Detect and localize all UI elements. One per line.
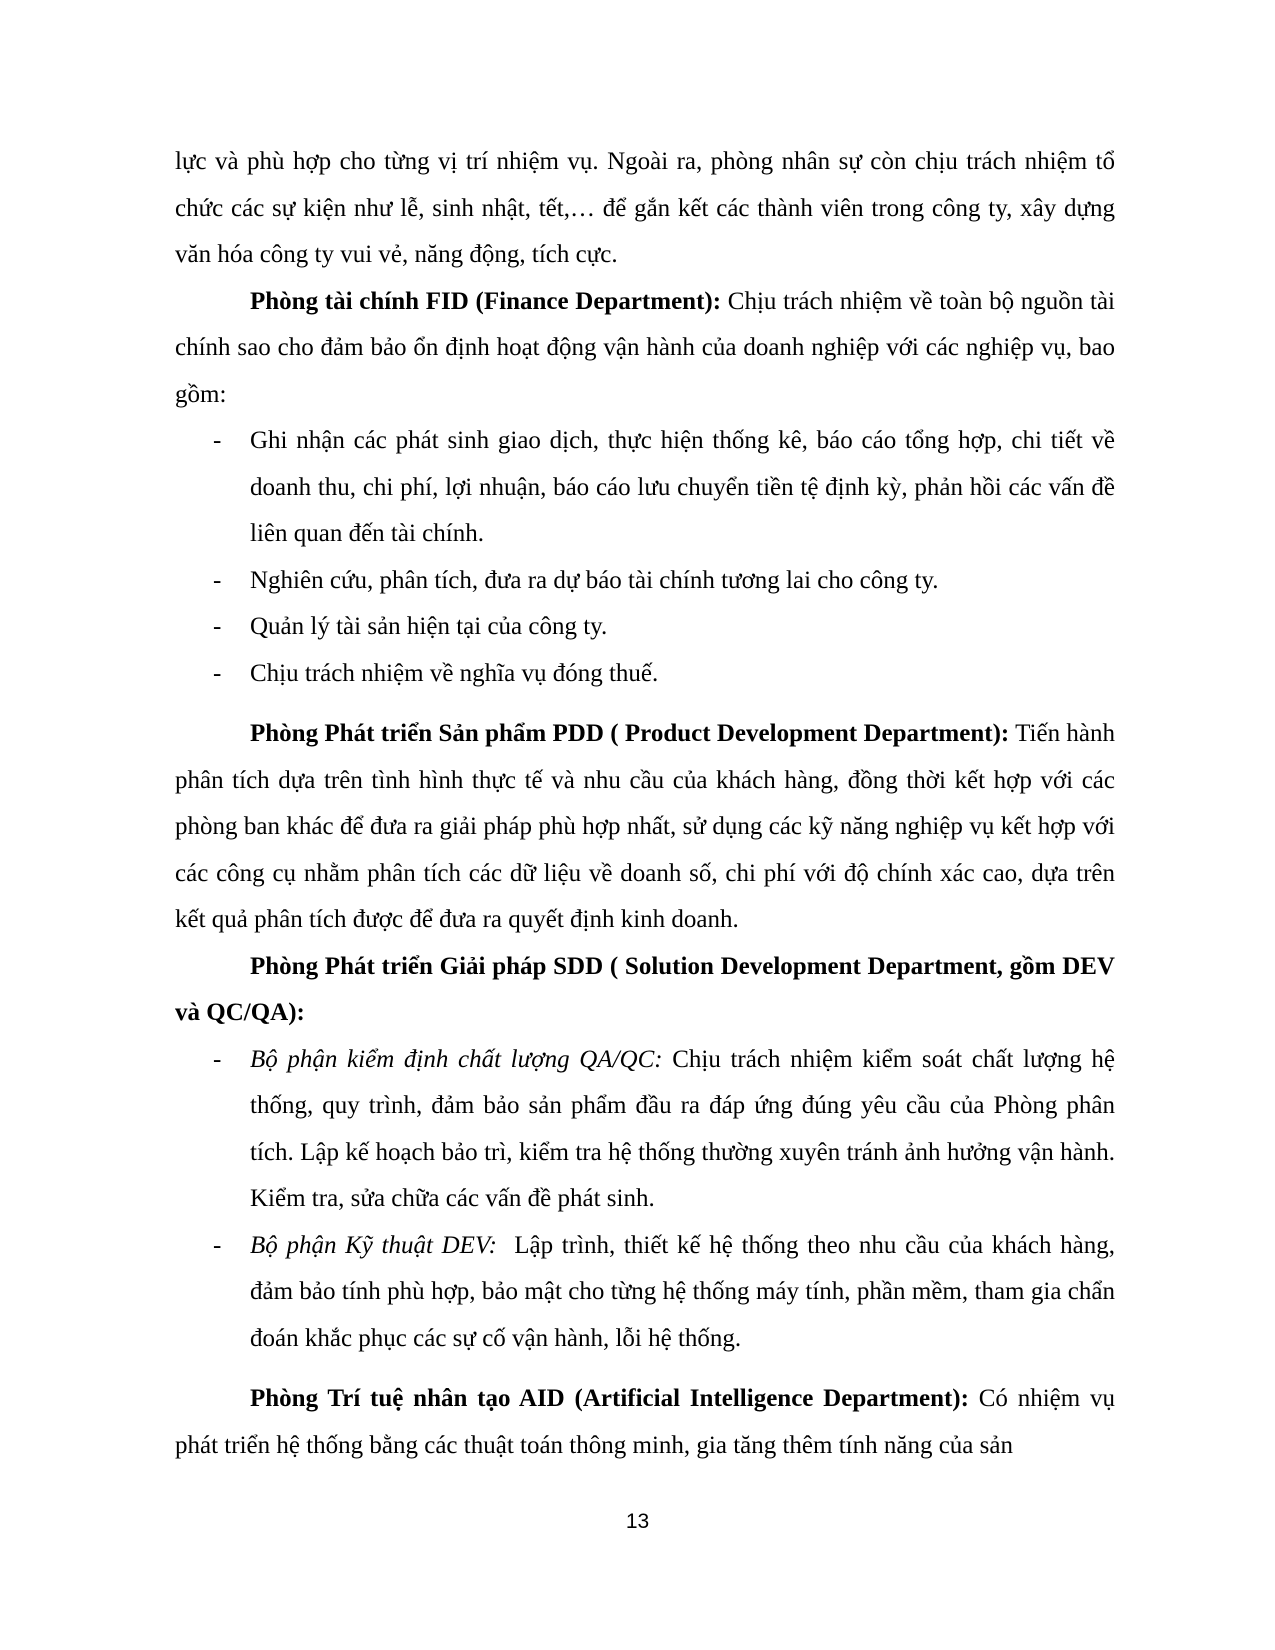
list-item-text: Quản lý tài sản hiện tại của công ty.	[250, 613, 608, 640]
hr-paragraph-continuation: lực và phù hợp cho từng vị trí nhiệm vụ. Ngoài ra, phòng nhân sự còn chịu trách nhiệm tổ chức các sự kiện như lễ, sinh nhật, tết,… để gắn kết các thành viên trong công ty, xây dựng văn hóa công ty vui vẻ, năng động, tích cực.	[175, 148, 1115, 268]
list-dash: -	[213, 613, 222, 640]
sdd-heading: Phòng Phát triển Giải pháp SDD ( Solution Development Department, gồm DEV và QC/QA):	[175, 952, 1115, 1026]
finance-intro: Chịu trách nhiệm về toàn bộ nguồn tài chính sao cho đảm bảo ổn định hoạt động vận hành của doanh nghiệp với các nghiệp vụ, bao gồm:	[175, 287, 1115, 408]
aid-paragraph	[175, 1376, 1115, 1469]
list-dash: -	[213, 1231, 222, 1259]
list-item	[175, 1037, 1115, 1223]
list-dash: -	[213, 659, 222, 687]
finance-heading: Phòng tài chính FID (Finance Department):	[250, 287, 722, 315]
list-item	[175, 1223, 1122, 1363]
aid-text: Có nhiệm vụ phát triển hệ thống bằng các thuật toán thông minh, gia tăng thêm tính năng của sản	[175, 1385, 1115, 1459]
list-item	[175, 418, 1115, 558]
list-item-text: Nghiên cứu, phân tích, đưa ra dự báo tài chính tương lai cho công ty.	[250, 566, 939, 594]
qa-qc-text: Chịu trách nhiệm kiểm soát chất lượng hệ thống, quy trình, đảm bảo sản phẩm đầu ra đáp ứng đúng yêu cầu của Phòng phân tích. Lập kế hoạch bảo trì, kiểm tra hệ thống thường xuyên tránh ảnh hưởng vận hành. Kiểm tra, sửa chữa các vấn đề phát sinh.	[250, 1045, 1116, 1212]
list-dash: -	[213, 427, 222, 454]
list-item	[175, 558, 1115, 605]
aid-heading: Phòng Trí tuệ nhân tạo AID (Artificial Intelligence Department):	[250, 1385, 969, 1412]
page-number: 13	[625, 1510, 650, 1533]
finance-task-list	[175, 418, 1115, 697]
sdd-unit-list	[175, 1037, 1122, 1363]
finance-paragraph	[175, 279, 1115, 419]
dev-text: Lập trình, thiết kế hệ thống theo nhu cầu của khách hàng, đảm bảo tính phù hợp, bảo mật cho từng hệ thống máy tính, phần mềm, tham gia chẩn đoán khắc phục các sự cố vận hành, lỗi hệ thống.	[250, 1231, 1122, 1352]
list-dash: -	[213, 1045, 222, 1073]
list-item	[175, 651, 1115, 698]
list-item-text: Chịu trách nhiệm về nghĩa vụ đóng thuế.	[250, 659, 659, 687]
pdd-heading: Phòng Phát triển Sản phẩm PDD ( Product Development Department):	[250, 720, 1010, 747]
page-body	[175, 139, 1122, 1469]
qa-qc-label: Bộ phận kiểm định chất lượng QA/QC:	[250, 1045, 663, 1073]
pdd-text: Tiến hành phân tích dựa trên tình hình thực tế và nhu cầu của khách hàng, đồng thời kết hợp với các phòng ban khác để đưa ra giải pháp phù hợp nhất, sử dụng các kỹ năng nghiệp vụ kết hợp với các công cụ nhằm phân tích các dữ liệu về doanh số, chi phí với độ chính xác cao, dựa trên kết quả phân tích được để đưa ra quyết định kinh doanh.	[175, 720, 1115, 933]
list-dash: -	[213, 566, 222, 594]
dev-label: Bộ phận Kỹ thuật DEV:	[250, 1231, 497, 1259]
list-item	[175, 604, 1115, 651]
list-item-text: Ghi nhận các phát sinh giao dịch, thực hiện thống kê, báo cáo tổng hợp, chi tiết về doanh thu, chi phí, lợi nhuận, báo cáo lưu chuyển tiền tệ định kỳ, phản hồi các vấn đề liên quan đến tài chính.	[250, 427, 1115, 547]
pdd-paragraph	[175, 711, 1115, 944]
